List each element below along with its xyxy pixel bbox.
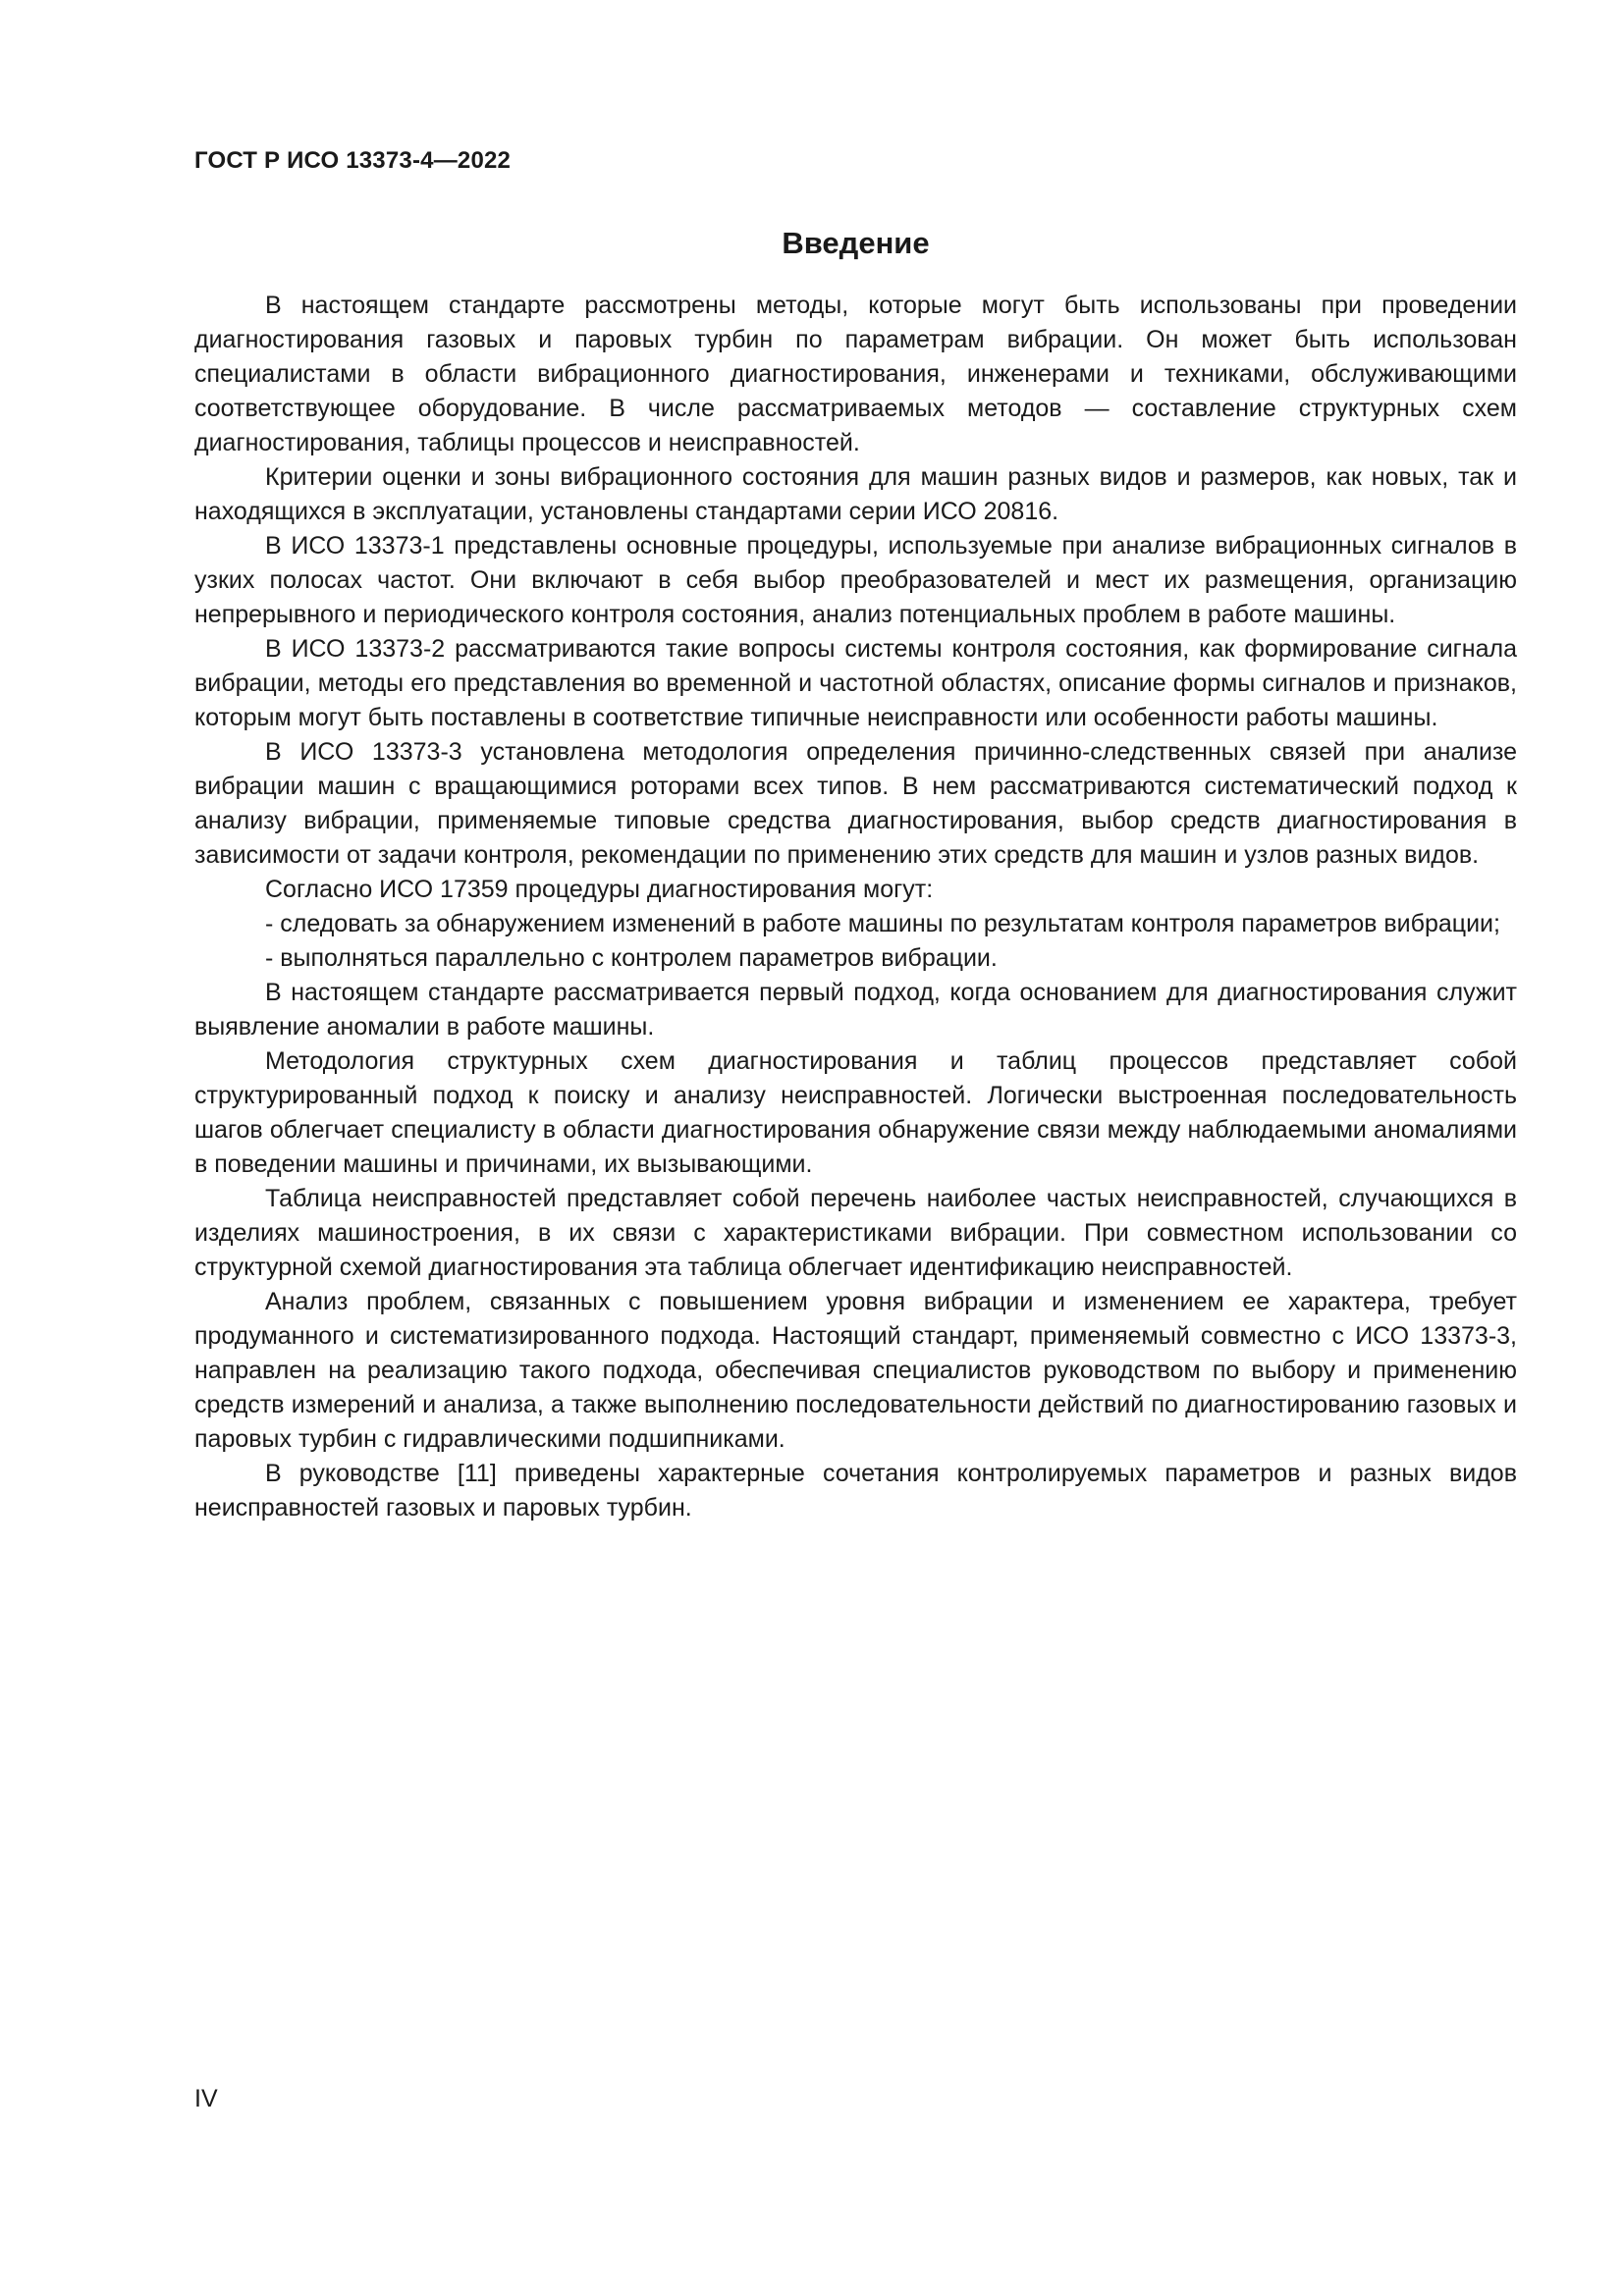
paragraph: Таблица неисправностей представляет собой перечень наиболее частых неисправностей, случающихся в изделиях машиностроения, в их связи с характеристиками вибрации. При совместном использовании со структурной схемой диагностирования эта таблица облегчает идентификацию неисправностей. bbox=[194, 1185, 1517, 1281]
list-item: - выполняться параллельно с контролем параметров вибрации. bbox=[265, 944, 998, 972]
paragraph: В настоящем стандарте рассмотрены методы, которые могут быть использованы при проведении диагностирования газовых и паровых турбин по параметрам вибрации. Он может быть использован специалистами в области вибрационного диагностирования, инженерами и техниками, обслуживающими соответствующее оборудование. В числе рассматриваемых методов — составление структурных схем диагностирования, таблицы процессов и неисправностей. bbox=[194, 292, 1517, 456]
paragraph: В ИСО 13373-1 представлены основные процедуры, используемые при анализе вибрационных сигналов в узких полосах частот. Они включают в себя выбор преобразователей и мест их размещения, организацию непрерывного и периодического контроля состояния, анализ потенциальных проблем в работе машины. bbox=[194, 532, 1517, 628]
paragraph: Методология структурных схем диагностирования и таблиц процессов представляет собой структурированный подход к поиску и анализу неисправностей. Логически выстроенная последовательность шагов облегчает специалисту в области диагностирования обнаружение связи между наблюдаемыми аномалиями в поведении машины и причинами, их вызывающими. bbox=[194, 1047, 1517, 1178]
paragraph: Анализ проблем, связанных с повышением уровня вибрации и изменением ее характера, требует продуманного и систематизированного подхода. Настоящий стандарт, применяемый совместно с ИСО 13373-3, направлен на реализацию такого подхода, обеспечивая специалистов руководством по выбору и применению средств измерений и анализа, а также выполнению последовательности действий по диагностированию газовых и паровых турбин с гидравлическими подшипниками. bbox=[194, 1288, 1517, 1453]
standard-designation: ГОСТ Р ИСО 13373-4—2022 bbox=[194, 147, 512, 174]
paragraph: В руководстве [11] приведены характерные сочетания контролируемых параметров и разных видов неисправностей газовых и паровых турбин. bbox=[194, 1460, 1517, 1522]
paragraph: В ИСО 13373-3 установлена методология определения причинно-следственных связей при анализе вибрации машин с вращающимися роторами всех типов. В нем рассматриваются систематический подход к анализу вибрации, применяемые типовые средства диагностирования, выбор средств диагностирования в зависимости от задачи контроля, рекомендации по применению этих средств для машин и узлов разных видов. bbox=[194, 738, 1517, 869]
paragraph: В ИСО 13373-2 рассматриваются такие вопросы системы контроля состояния, как формирование сигнала вибрации, методы его представления во временной и частотной областях, описание формы сигналов и признаков, которым могут быть поставлены в соответствие типичные неисправности или особенности работы машины. bbox=[194, 635, 1517, 731]
page-number: IV bbox=[194, 2085, 218, 2112]
list-item: - следовать за обнаружением изменений в работе машины по результатам контроля параметров вибрации; bbox=[265, 910, 1500, 937]
section-title: Введение bbox=[782, 226, 930, 260]
paragraph: Критерии оценки и зоны вибрационного состояния для машин разных видов и размеров, как новых, так и находящихся в эксплуатации, установлены стандартами серии ИСО 20816. bbox=[194, 463, 1517, 525]
paragraph: В настоящем стандарте рассматривается первый подход, когда основанием для диагностирования служит выявление аномалии в работе машины. bbox=[194, 979, 1517, 1041]
body-text bbox=[194, 289, 1517, 1525]
paragraph: Согласно ИСО 17359 процедуры диагностирования могут: bbox=[265, 876, 934, 903]
